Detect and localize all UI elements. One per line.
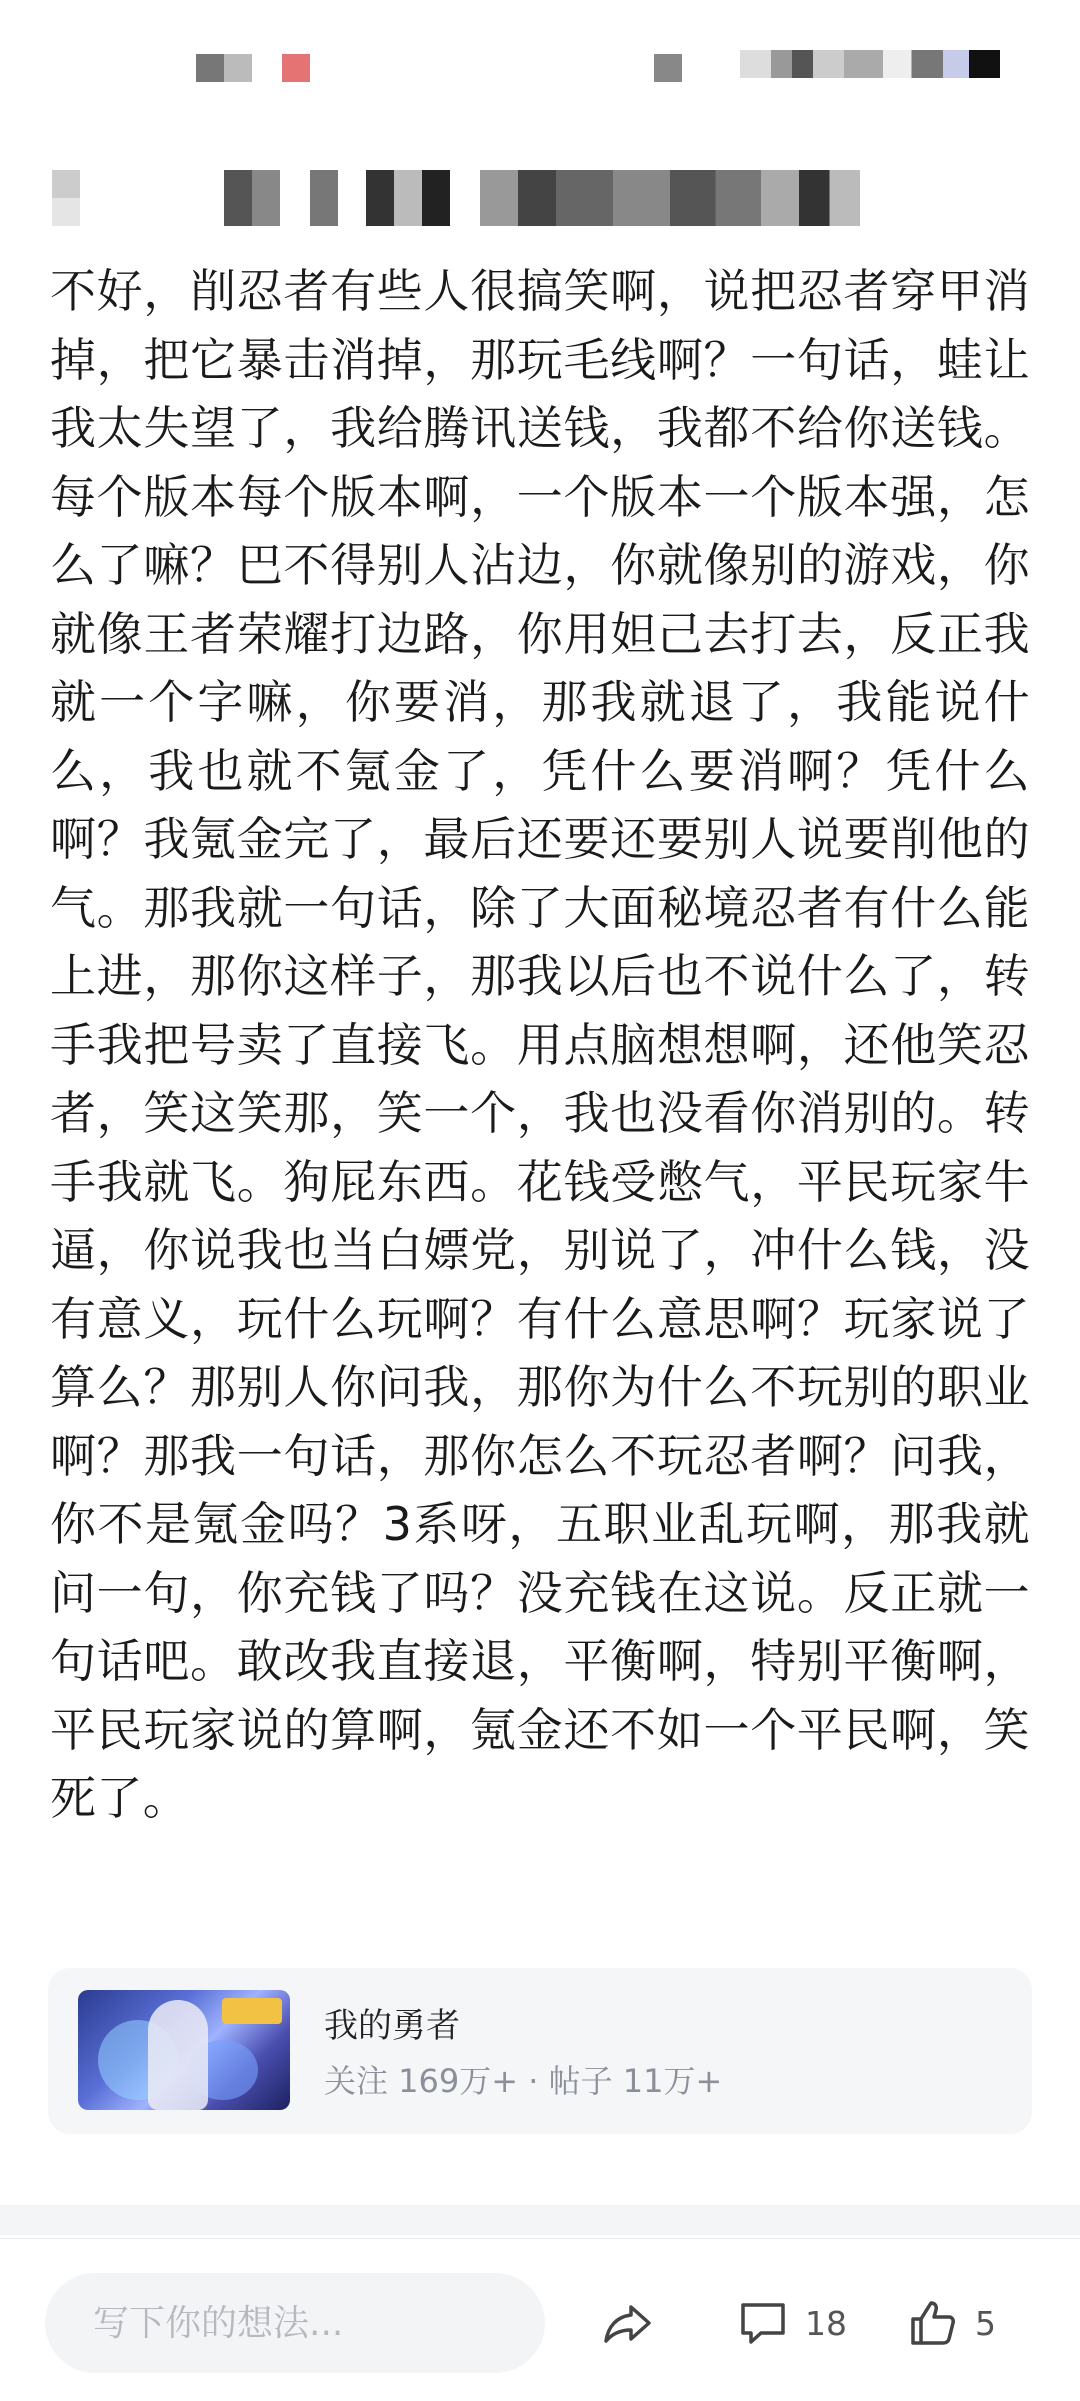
post-content-text: 不好，削忍者有些人很搞笑啊，说把忍者穿甲消掉，把它暴击消掉，那玩毛线啊？一句话，蛙让我太失望了，我给腾讯送钱，我都不给你送钱。每个版本每个版本啊，一个版本一个版本强，怎么了嘛？巴不得别人沾边，你就像别的游戏，你就像王者荣耀打边路，你用妲己去打去，反正我就一个字嘛，你要消，那我就退了，我能说什么，我也就不氪金了，凭什么要消啊？凭什么啊？我氪金完了，最后还要还要别人说要削他的气。那我就一句话，除了大面秘境忍者有什么能上进，那你这样子，那我以后也不说什么了，转手我把号卖了直接飞。用点脑想想啊，还他笑忍者，笑这笑那，笑一个，我也没看你消别的。转手我就飞。狗屁东西。花钱受憋气，平民玩家牛逼，你说我也当白嫖党，别说了，冲什么钱，没有意义，玩什么玩啊？有什么意思啊？玩家说了算么？那别人你问我，那你为什么不玩别的职业啊？那我一句话，那你怎么不玩忍者啊？问我，你不是氪金吗？3系呀，五职业乱玩啊，那我就问一句，你充钱了吗？没充钱在这说。反正就一句话吧。敢改我直接退，平衡啊，特别平衡啊，平民玩家说的算啊，氪金还不如一个平民啊，笑死了。 — [50, 264, 1030, 1825]
comment-bubble-icon — [735, 2295, 791, 2351]
bottom-action-bar — [0, 2238, 1080, 2401]
author-name-obscured — [310, 170, 450, 226]
comment-input[interactable] — [45, 2273, 545, 2373]
status-notification-obscured — [282, 54, 310, 82]
status-bar — [0, 0, 1080, 140]
forum-stats: 关注 169万+ · 帖子 11万+ — [324, 2062, 723, 2100]
forum-card[interactable] — [48, 1968, 1032, 2134]
like-count: 5 — [975, 2303, 996, 2343]
like-button[interactable] — [905, 2295, 996, 2351]
comment-count: 18 — [805, 2303, 847, 2343]
status-icons-obscured — [654, 54, 682, 82]
status-battery-obscured — [740, 50, 1000, 78]
forum-cover-image — [78, 1990, 290, 2110]
back-icon[interactable] — [52, 170, 80, 226]
game-logo — [222, 1998, 282, 2024]
comment-button[interactable] — [735, 2295, 847, 2351]
author-avatar-obscured[interactable] — [224, 170, 280, 226]
share-arrow-icon — [600, 2295, 656, 2351]
post-body — [50, 225, 1030, 1915]
share-button[interactable] — [600, 2295, 656, 2351]
section-divider — [0, 2205, 1080, 2235]
status-time-obscured — [196, 54, 252, 82]
thumbs-up-icon — [905, 2295, 961, 2351]
follow-button-obscured[interactable] — [480, 170, 860, 226]
forum-name: 我的勇者 — [324, 2006, 460, 2046]
